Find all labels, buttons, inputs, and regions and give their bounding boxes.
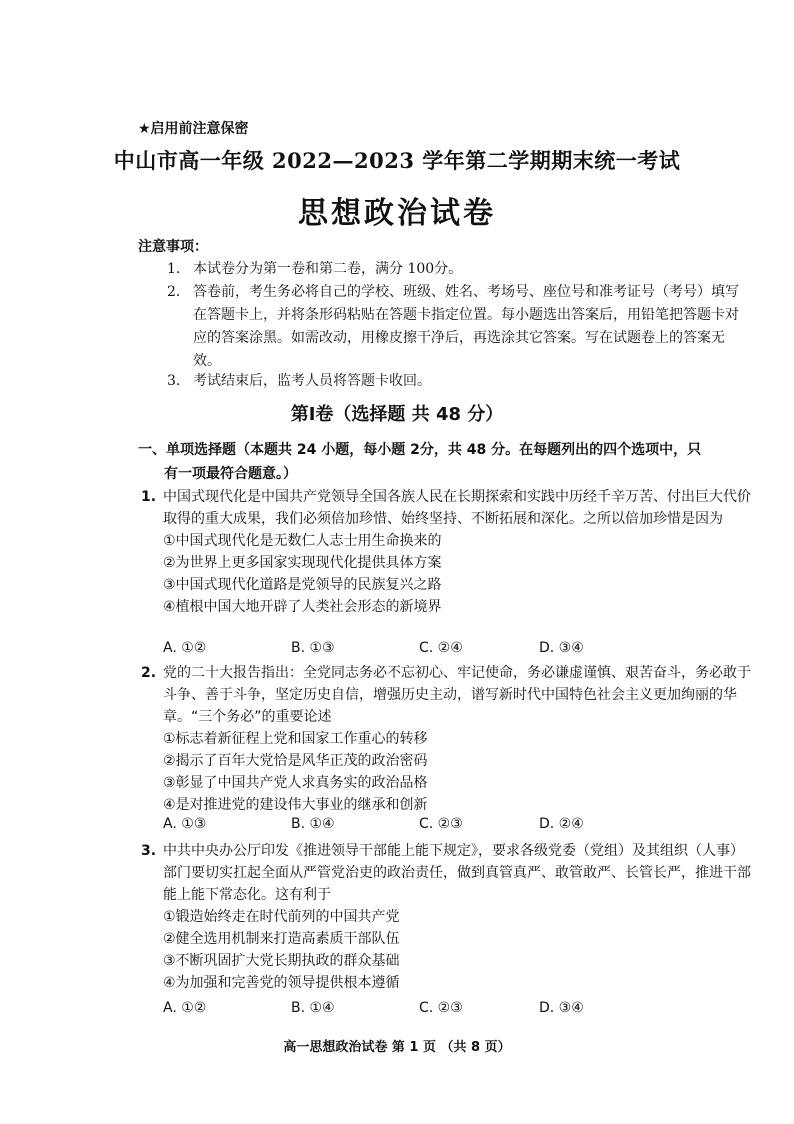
- statement-option: ②为世界上更多国家实现现代化提供具体方案: [163, 555, 442, 571]
- question-number: 1.: [141, 489, 157, 505]
- notice-item-3: [167, 370, 752, 393]
- choice-b: B. ①④: [291, 816, 335, 832]
- choice-d: D. ③④: [539, 640, 584, 656]
- answer-choices-1: [163, 640, 723, 662]
- choice-d: D. ③④: [539, 1000, 584, 1016]
- choice-a: A. ①③: [163, 816, 207, 832]
- statement-option: ②健全选用机制来打造高素质干部队伍: [163, 931, 400, 947]
- question-stem: 中共中央办公厅印发《推进领导干部能上能下规定》，要求各级党委（党组）及其组织（人事）部门要切实扛起全面从严管党治吏的政治责任，做到真管真严、敢管敢严、长管长严，推进干部能上能下常态化。这有利于: [163, 843, 751, 903]
- question-number: 2.: [141, 665, 157, 681]
- statement-option: ②揭示了百年大党恰是风华正茂的政治密码: [163, 753, 428, 769]
- question-2: [141, 662, 753, 816]
- notice-item-number: 2.: [167, 284, 181, 300]
- statement-option: ③不断巩固扩大党长期执政的群众基础: [163, 953, 400, 969]
- question-number: 3.: [141, 843, 157, 859]
- section-heading-line-1: 一、单项选择题（本题共 24 小题，每小题 2分，共 48 分。在每题列出的四个选项中，只: [138, 442, 702, 458]
- notice-item-number: 3.: [167, 373, 181, 389]
- page-footer: 高一思想政治试卷 第 1 页 （共 8 页）: [283, 1040, 511, 1055]
- statement-option: ④为加强和完善党的领导提供根本遵循: [163, 975, 400, 991]
- choice-c: C. ②③: [419, 1000, 463, 1016]
- choice-a: A. ①②: [163, 1000, 207, 1016]
- question-1: [141, 486, 753, 618]
- notice-heading: 注意事项：: [138, 239, 208, 255]
- section-heading-line-2: 有一项最符合题意。）: [164, 466, 297, 482]
- part-title: 第Ⅰ卷（选择题 共 48 分）: [290, 404, 504, 425]
- question-stem: 中国式现代化是中国共产党领导全国各族人民在长期探索和实践中历经千辛万苦、付出巨大代价取得的重大成果，我们必须倍加珍惜、始终坚持、不断拓展和深化。之所以倍加珍惜是因为: [163, 489, 751, 527]
- statement-option: ③彰显了中国共产党人求真务实的政治品格: [163, 775, 428, 791]
- notice-item-text: 考试结束后，监考人员将答题卡收回。: [193, 373, 431, 389]
- statement-option: ①锻造始终走在时代前列的中国共产党: [163, 909, 400, 925]
- statement-option: ①标志着新征程上党和国家工作重心的转移: [163, 731, 428, 747]
- answer-choices-3: [163, 1000, 723, 1022]
- notice-item-text: 答卷前，考生务必将自己的学校、班级、姓名、考场号、座位号和准考证号（考号）填写在答题卡上，并将条形码粘贴在答题卡指定位置。每小题选出答案后，用铅笔把答题卡对应的答案涂黑。如需改动，用橡皮擦干净后，再选涂其它答案。写在试题卷上的答案无效。: [193, 284, 739, 369]
- choice-a: A. ①②: [163, 640, 207, 656]
- confidential-mark: ★启用前注意保密: [138, 121, 249, 137]
- notice-item-2: [167, 281, 752, 373]
- choice-d: D. ②④: [539, 816, 584, 832]
- choice-c: C. ②④: [419, 640, 463, 656]
- statement-option: ④植根中国大地开辟了人类社会形态的新境界: [163, 599, 442, 615]
- notice-item-1: [167, 258, 752, 281]
- statement-option: ④是对推进党的建设伟大事业的继承和创新: [163, 797, 428, 813]
- exam-title: 中山市高一年级 2022—2023 学年第二学期期末统一考试: [113, 148, 681, 173]
- question-stem: 党的二十大报告指出：全党同志务必不忘初心、牢记使命，务必谦虚谨慎、艰苦奋斗，务必敢于斗争、善于斗争，坚定历史自信，增强历史主动，谱写新时代中国特色社会主义更加绚丽的华章。“三个务必”的重要论述: [163, 665, 751, 725]
- notice-item-number: 1.: [167, 261, 181, 277]
- notice-item-text: 本试卷分为第一卷和第二卷，满分 100分。: [193, 261, 463, 277]
- question-3: [141, 840, 753, 994]
- choice-b: B. ①③: [291, 640, 335, 656]
- choice-b: B. ①④: [291, 1000, 335, 1016]
- section-heading: [138, 438, 750, 486]
- statement-option: ①中国式现代化是无数仁人志士用生命换来的: [163, 533, 442, 549]
- answer-choices-2: [163, 816, 723, 838]
- statement-option: ③中国式现代化道路是党领导的民族复兴之路: [163, 577, 442, 593]
- subject-title: 思想政治试卷: [298, 196, 496, 231]
- choice-c: C. ②③: [419, 816, 463, 832]
